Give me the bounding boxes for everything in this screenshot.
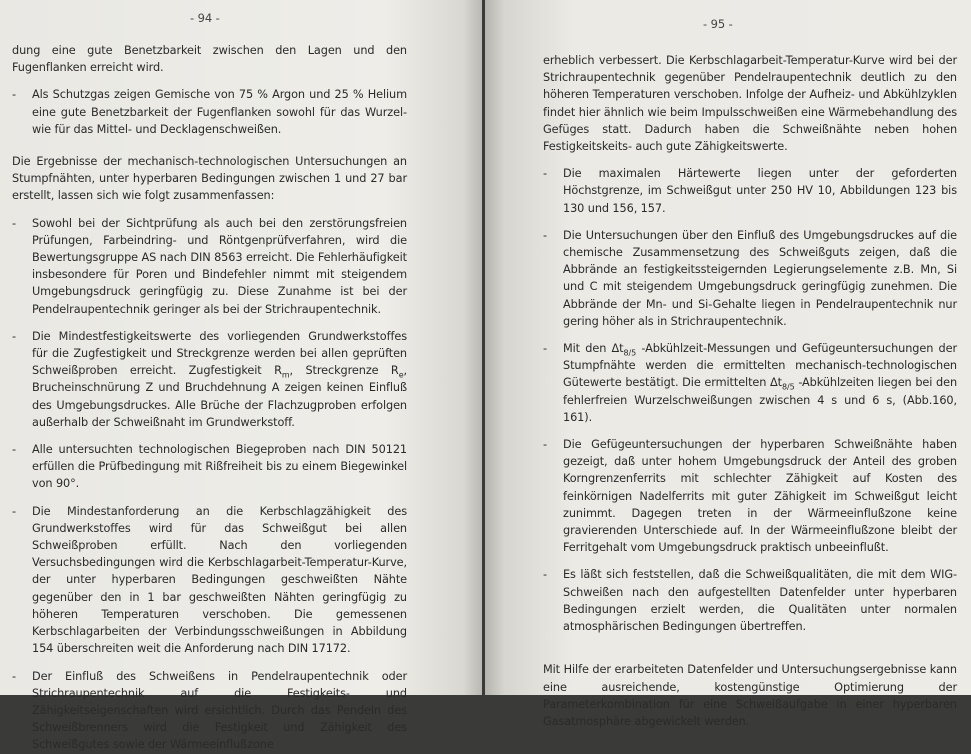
bullet-text: Die Untersuchungen über den Einfluß des Umgebungsdruckes auf die chemische Zusammensetzung des Schweißguts zeigen, daß die Abbrände an festigkeitssteigernden Legierungselemente z.B. Mn, Si und C mit steigendem Umgebungsdruck geringfügig zunehmen. Die Abbrände der Mn- und Si-Gehalte liegen in Pendelraupentechnik nur gering höher als in Strichraupentechnik.	[563, 228, 957, 328]
right-page	[485, 0, 971, 728]
bullet-weave-influence	[12, 668, 407, 754]
right-continued-paragraph: erheblich verbessert. Die Kerbschlagarbeit-Temperatur-Kurve wird bei der Strichraupentechnik gegenüber Pendelraupentechnik deutlich zu den höheren Temperaturen verschoben. Infolge der Aufheiz- und Abkühlzyklen findet hier ähnlich wie beim Impulsschweißen eine Wärmebehandlung des Gefüges statt. Dadurch haben die Schweißnähte neben hohen Festigkeitskeits- auch gute Zähigkeitswerte.	[543, 54, 957, 154]
bullet-text: Die Mindestfestigkeitswerte des vorliegenden Grundwerkstoffes für die Zugfestigkeit und Streckgrenze werden bei allen geprüften Schweißproben erreicht. Zugfestigkeit R	[32, 329, 407, 378]
subscript-8-5: 8/5	[782, 382, 795, 392]
bullet-dash: -	[12, 669, 16, 683]
bullet-text: Mit den Δt	[563, 342, 624, 356]
bullet-text: Die Gefügeuntersuchungen der hyperbaren Schweißnähte haben gezeigt, daß unter hohem Umgebungsdruck der Anteil des groben Korngrenzenferrits mit schlechter Zähigkeit auf Kosten des feinkörnigen Nadelferrits mit guter Zähigkeit im Schweißgut leicht zunimmt. Dagegen treten in der Wärmeeinflußzone keine gravierenden Unterschiede auf. In der Wärmeeinflußzone bleibt der Ferritgehalt vom Umgebungsdruck praktisch unbeeinflußt.	[563, 438, 957, 555]
right-text-block	[543, 52, 957, 730]
bullet-strength	[12, 328, 407, 431]
bullet-inspection	[12, 215, 407, 318]
bullet-dash: -	[543, 167, 547, 181]
left-continued-paragraph: dung eine gute Benetzbarkeit zwischen den Lagen und den Fugenflanken erreicht wird.	[12, 44, 407, 75]
bullet-dash: -	[12, 329, 16, 343]
subscript-8-5: 8/5	[623, 348, 637, 358]
bullet-dash: -	[12, 504, 16, 518]
bullet-text: -Abkühlzeiten liegen bei den fehlerfreien Wurzelschweißungen zwischen 4 s und 6 s, (Abb.160, 161).	[563, 376, 957, 424]
left-text-block	[12, 42, 407, 754]
bullet-text: , Streckgrenze R	[289, 364, 399, 378]
bullet-text: Die maximalen Härtewerte liegen unter der geforderten Höchstgrenze, im Schweißgut unter 250 HV 10, Abbildungen 123 bis 130 und 156, 157.	[563, 167, 957, 215]
bullet-text: Es läßt sich feststellen, daß die Schweißqualitäten, die mit dem WIG-Schweißen nach den aufgestellten Datenfelder unter hyperbaren Bedingungen erzielt werden, die Qualitäten unter normalen atmosphärischen Bedingungen übertreffen.	[563, 568, 957, 634]
closing-paragraph: Mit Hilfe der erarbeiteten Datenfelder und Untersuchungsergebnisse kann eine ausreichende, kostengünstige Optimierung der Parameterkombination für eine Schweißaufgabe in einer hyperbaren Gasatmosphäre abgewickelt werden.	[543, 663, 957, 728]
bullet-dash: -	[12, 216, 16, 230]
bullet-wig-quality	[543, 566, 957, 635]
bullet-text: Als Schutzgas zeigen Gemische von 75 % Argon und 25 % Helium eine gute Benetzbarkeit der Fugenflanken sowohl für das Wurzel- wie für das Mittel- und Decklagenschweißen.	[32, 88, 407, 136]
bullet-dash: -	[543, 342, 547, 356]
bullet-text: Die Mindestanforderung an die Kerbschlagzähigkeit des Grundwerkstoffes wird für das Schweißgut bei allen Schweißproben erfüllt. Nach den vorliegenden Versuchsbedingungen wird die Kerbschlagarbeit-Temperatur-Kurve, der unter hyperbaren Bedingungen geschweißten Nähte gegenüber den in 1 bar geschweißten Nähten geringfügig zu höheren Temperaturen verschoben. Die gemessenen Kerbschlagarbeiten der Verbindungsschweißungen in Abbildung 154 überschreiten weit die Anforderung nach DIN 17172.	[32, 504, 407, 656]
bullet-hardness	[543, 165, 957, 217]
subscript-m: m	[281, 370, 290, 380]
bullet-text: Sowohl bei der Sichtprüfung als auch bei den zerstörungsfreien Prüfungen, Farbeindring- und Röntgenprüfverfahren, wird die Bewertungsgruppe AS nach DIN 8563 erreicht. Die Fehlerhäufigkeit insbesondere für Poren und Bindefehler nimmt mit steigendem Umgebungsdruck geringfügig zu. Diese Zunahme ist bei der Pendelraupentechnik geringer als bei der Strichraupentechnik.	[32, 216, 407, 316]
bullet-dash: -	[543, 568, 547, 582]
bullet-text: -Abkühlzeit-Messungen und Gefügeuntersuchungen der Stumpfnähte werden die ermittelten mechanisch-technologischen Gütewerte bestätigt. Die ermittelten Δt	[563, 342, 957, 390]
left-page	[0, 0, 482, 752]
bullet-text: Alle untersuchten technologischen Biegeproben nach DIN 50121 erfüllen die Prüfbedingung mit Rißfreiheit bis zu einem Biegewinkel von 90°.	[32, 443, 407, 491]
bullet-text: Der Einfluß des Schweißens in Pendelraupentechnik oder Strichraupentechnik auf die Festigkeits- und Zähigkeitseigenschaften wird ersichtlich. Durch das Pendeln des Schweißbrenners wird die Festigkeit und Zähigkeit des Schweißgutes sowie der Wärmeeinflußzone	[32, 669, 407, 752]
subscript-e: e	[398, 370, 404, 380]
bullet-shielding-gas	[12, 86, 407, 138]
right-page-number: - 95 -	[703, 17, 733, 31]
bullet-microstructure	[543, 436, 957, 556]
bullet-dash: -	[543, 438, 547, 452]
bullet-chemistry	[543, 227, 957, 330]
intro-paragraph: Die Ergebnisse der mechanisch-technologischen Untersuchungen an Stumpfnähten, unter hyperbaren Bedingungen zwischen 1 und 27 bar erstellt, lassen sich wie folgt zusammenfassen:	[12, 155, 407, 203]
bullet-bend-test	[12, 441, 407, 493]
bullet-dash: -	[12, 88, 16, 102]
bullet-notch-impact	[12, 503, 407, 658]
bullet-dash: -	[543, 228, 547, 242]
left-page-number: - 94 -	[190, 11, 220, 25]
bullet-cooling-time	[543, 340, 957, 426]
bullet-dash: -	[12, 443, 16, 457]
bullet-text: , Brucheinschnürung Z und Bruchdehnung A zeigen keinen Einfluß des Umgebungsdruckes. Alle Brüche der Flachzugproben erfolgen außerhalb der Schweißnaht im Grundwerkstoff.	[32, 364, 408, 429]
